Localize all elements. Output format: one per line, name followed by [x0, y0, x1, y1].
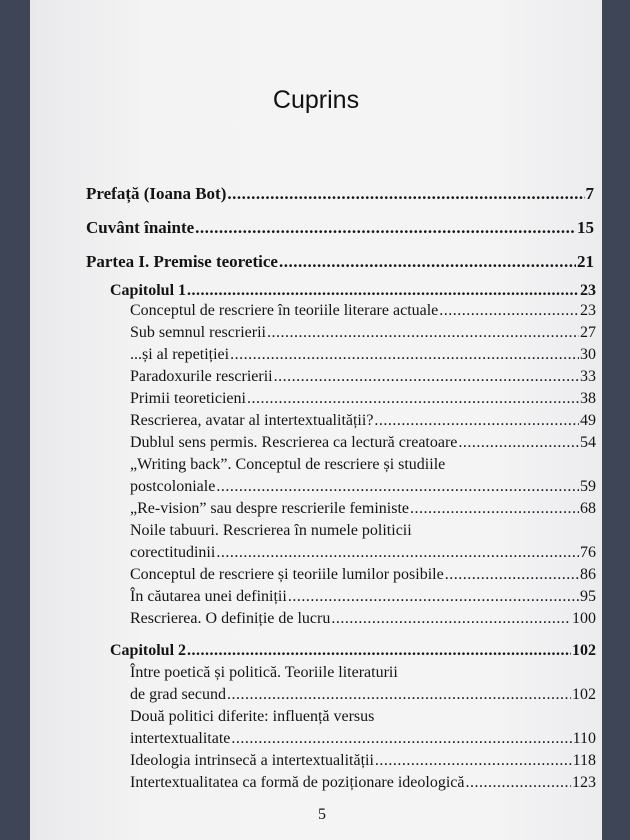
toc-leader	[267, 324, 579, 342]
toc-leader	[279, 252, 576, 272]
toc-leader	[439, 302, 579, 320]
toc-entry: În căutarea unei definiții ..... 95	[130, 588, 596, 610]
toc-leader	[331, 610, 571, 628]
toc-entry: Dublul sens permis. Rescrierea ca lectură creatoare ..... 54	[130, 434, 596, 456]
toc-leader	[231, 730, 571, 748]
toc-page-number: 21	[577, 252, 594, 271]
toc-entry: Primii teoreticieni ..... 38	[130, 390, 596, 412]
toc-entry-first-line: Noile tabuuri. Rescrierea în numele politicii	[130, 522, 412, 539]
toc-entry: Paradoxurile rescrierii ..... 33	[130, 368, 596, 390]
toc-leader	[375, 752, 572, 770]
toc-page-number: 15	[577, 218, 594, 237]
toc-entry: Ideologia intrinsecă a intertextualității ..... 118	[130, 752, 596, 774]
toc-entry: corectitudinii ..... 76	[130, 544, 596, 566]
toc-entry-first-line: Între poetică și politică. Teoriile literaturii	[130, 664, 398, 681]
toc-entry: Conceptul de rescriere și teoriile lumilor posibile ..... 86	[130, 566, 596, 588]
toc-leader	[274, 368, 579, 386]
toc-page-number: 7	[585, 184, 594, 203]
toc-leader	[288, 588, 579, 606]
toc-entry: Rescrierea, avatar al intertextualității? ..... 49	[130, 412, 596, 434]
toc-leader	[187, 282, 579, 300]
toc-entry-partea-1	[86, 252, 594, 274]
toc-entry-first-line: „Writing back”. Conceptul de rescriere și studiile	[130, 456, 446, 473]
toc-leader	[195, 218, 576, 238]
toc-leader	[227, 184, 584, 204]
toc-leader	[374, 412, 579, 430]
toc-entry-prefata	[86, 184, 594, 206]
toc-leader	[410, 500, 579, 518]
toc-entry: Conceptul de rescriere în teoriile literare actuale ..... 23	[130, 302, 596, 324]
toc-entry: Intertextualitatea ca formă de poziționare ideologică ..... 123	[130, 774, 596, 796]
toc-entry: Rescrierea. O definiție de lucru ..... 100	[130, 610, 596, 632]
toc-entry-text: Prefață (Ioana Bot)	[86, 184, 227, 203]
toc-entry: „Re-vision” sau despre rescrierile feministe ..... 68	[130, 500, 596, 522]
page-title: Cuprins	[272, 86, 360, 114]
toc-leader	[216, 478, 579, 496]
toc-leader	[466, 774, 572, 792]
toc-leader	[247, 390, 579, 408]
toc-entry-first-line: Două politici diferite: influență versus	[130, 708, 375, 725]
toc-entry-text: Partea I. Premise teoretice	[86, 252, 278, 271]
toc-leader	[230, 346, 579, 364]
toc-leader	[227, 686, 571, 704]
chapter-2-heading: Capitolul 2 ..... 102	[110, 642, 596, 664]
toc-entry-text: Cuvânt înainte	[86, 218, 195, 237]
toc-leader	[187, 642, 571, 660]
chapter-1-heading: Capitolul 1 ..... 23	[110, 282, 596, 304]
toc-entry: intertextualitate ..... 110	[130, 730, 596, 752]
book-page	[30, 0, 602, 840]
toc-leader	[216, 544, 579, 562]
toc-entry-cuvant-inainte	[86, 218, 594, 240]
toc-entry: postcoloniale ..... 59	[130, 478, 596, 500]
toc-entry: Sub semnul rescrierii ..... 27	[130, 324, 596, 346]
toc-entry: ...și al repetiției ..... 30	[130, 346, 596, 368]
toc-leader	[458, 434, 579, 452]
page-number: 5	[318, 806, 326, 823]
toc-leader	[445, 566, 579, 584]
toc-entry: de grad secund ..... 102	[130, 686, 596, 708]
